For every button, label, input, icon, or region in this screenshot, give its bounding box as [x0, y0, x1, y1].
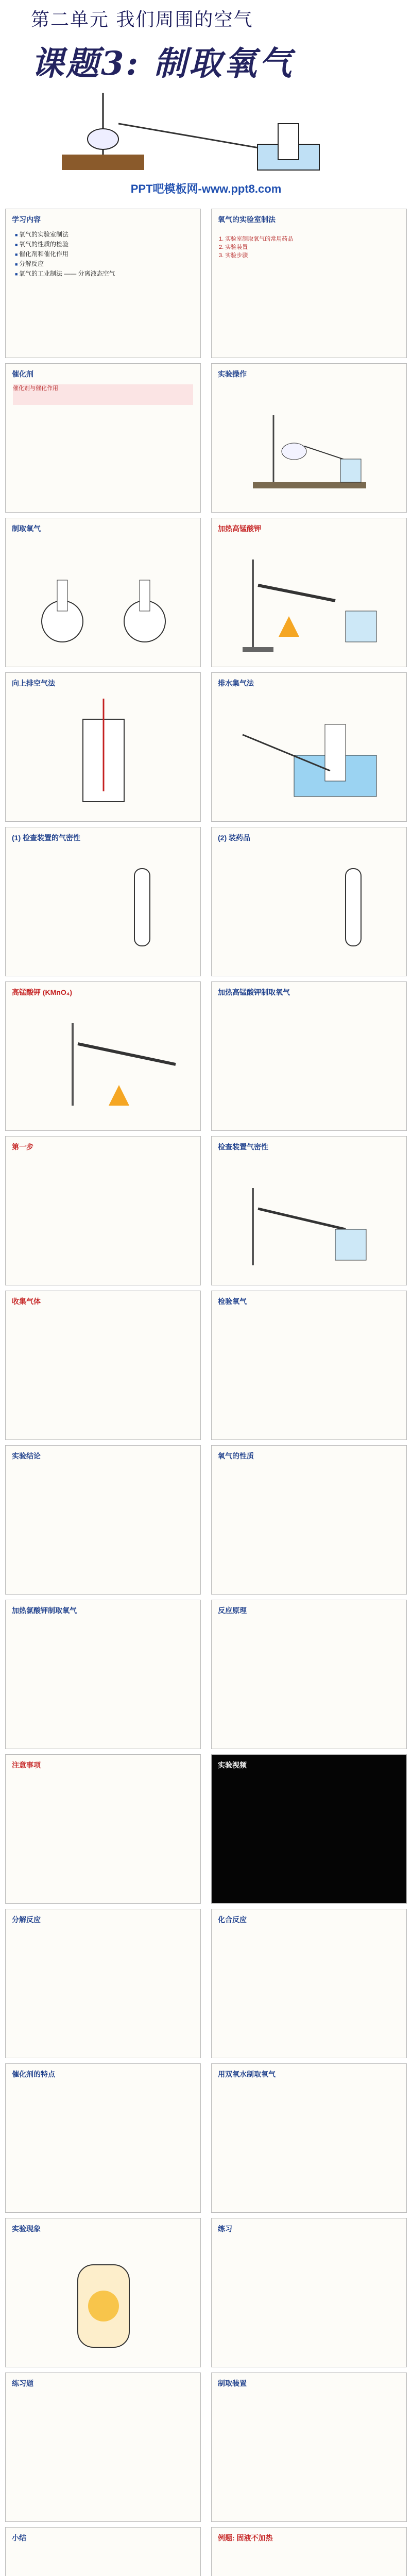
slide-step-one	[5, 1136, 201, 1285]
slide-heading: 催化剂的特点	[12, 2070, 55, 2078]
slide-heading: 反应原理	[218, 1606, 247, 1615]
slide-conclusion	[5, 1445, 201, 1595]
apparatus-diagram	[243, 395, 376, 498]
slide-make-oxygen	[5, 518, 201, 667]
slide-row-13	[0, 2061, 412, 2215]
slide-row-9	[0, 1443, 412, 1597]
slide-subheading: 催化剂与催化作用	[13, 384, 193, 405]
slide-row-15	[0, 2370, 412, 2524]
unit-title: 第二单元 我们周围的空气	[31, 9, 253, 30]
slide-notes	[5, 1754, 201, 1904]
slide-collect-gas	[5, 1291, 201, 1440]
slide-heading: 加热氯酸钾制取氧气	[12, 1606, 77, 1615]
slide-row-1	[0, 206, 412, 361]
slide-heading: 分解反应	[12, 1916, 41, 1924]
slide-heading: 向上排空气法	[12, 679, 55, 687]
slide-row-11	[0, 1752, 412, 1906]
slide-heading: 练习题	[12, 2379, 33, 2387]
slide-oxygen-property	[211, 1445, 407, 1595]
slide-heading: 注意事项	[12, 1761, 41, 1769]
list-item: ■ 氧气的性质的检验	[15, 240, 115, 249]
slide-heading: 练习	[218, 2225, 232, 2233]
slide-example-1	[211, 2527, 407, 2576]
slide-row-14	[0, 2215, 412, 2370]
slide-heading: 化合反应	[218, 1916, 247, 1924]
slide-body: 1. 实验室制取氧气的常用药品 2. 实验装置 3. 实验步骤	[219, 236, 294, 259]
slide-airtightness	[5, 827, 201, 976]
slide-exercise	[5, 2372, 201, 2522]
slide-heading: 检查装置气密性	[218, 1143, 268, 1151]
slide-kmno4-method	[211, 981, 407, 1131]
slide-decomposition	[5, 1909, 201, 2058]
test-tube-diagram	[325, 858, 402, 961]
water-trough-diagram	[232, 704, 387, 807]
slide-water-collection	[211, 672, 407, 822]
topic-title: 课题3: 制取氧气	[31, 44, 294, 83]
slide-heading: 第一步	[12, 1143, 33, 1151]
cover-url[interactable]: PPT吧模板网-www.ppt8.com	[130, 182, 282, 195]
slide-row-7	[0, 1133, 412, 1288]
slide-heading: 氧气的性质	[218, 1452, 254, 1460]
slide-h2o2	[211, 2063, 407, 2213]
slide-reaction	[211, 1600, 407, 1749]
slide-contents	[5, 209, 201, 358]
gas-collection-diagram	[37, 699, 170, 812]
list-item: ■ 氧气的工业制法 —— 分离液态空气	[15, 269, 115, 279]
slide-heading: (2) 装药品	[218, 834, 250, 842]
slide-summary	[5, 2527, 201, 2576]
slide-row-8	[0, 1288, 412, 1443]
slide-heading: 加热高锰酸钾制取氧气	[218, 988, 290, 996]
slide-heading: 实验操作	[218, 370, 247, 378]
slide-heading: 氧气的实验室制法	[218, 215, 276, 224]
slide-heading: 催化剂	[12, 370, 33, 378]
bottle-illustration	[37, 2244, 170, 2358]
slide-row-3	[0, 515, 412, 670]
heating-apparatus	[232, 544, 387, 657]
slide-load-reagent	[211, 827, 407, 976]
slide-combination	[211, 1909, 407, 2058]
slide-setup	[211, 2372, 407, 2522]
slide-heading: 制取氧气	[12, 524, 41, 533]
slide-test-oxygen	[211, 1291, 407, 1440]
list-item: ■ 催化剂和催化作用	[15, 249, 115, 259]
slide-row-4	[0, 670, 412, 824]
heating-diagram	[62, 1003, 196, 1121]
slide-row-5	[0, 824, 412, 979]
slide-heading: 实验结论	[12, 1452, 41, 1460]
slide-lab-method	[211, 209, 407, 358]
slide-heading: 实验现象	[12, 2225, 41, 2233]
slide-check-airtight	[211, 1136, 407, 1285]
slide-heading: 收集气体	[12, 1297, 41, 1306]
cover-apparatus-illustration	[52, 82, 360, 175]
list-item: ■ 氧气的实验室制法	[15, 230, 115, 240]
slide-row-16	[0, 2524, 412, 2576]
slide-kmno4	[5, 981, 201, 1131]
slide-heading: 实验视频	[218, 1761, 247, 1769]
slide-heading: 检验氧气	[218, 1297, 247, 1306]
slide-upward-air	[5, 672, 201, 822]
list-item: ■ 分解反应	[15, 259, 115, 269]
slide-heat-kmno4	[211, 518, 407, 667]
slide-practice	[211, 2218, 407, 2367]
slide-phenomena	[5, 2218, 201, 2367]
slide-row-12	[0, 1906, 412, 2061]
slide-catalyst-traits	[5, 2063, 201, 2213]
slide-heading: 学习内容	[12, 215, 41, 224]
test-tube-diagram	[109, 858, 186, 961]
slide-row-10	[0, 1597, 412, 1752]
slide-row-6	[0, 979, 412, 1133]
flask-illustration	[21, 549, 186, 652]
slide-heading: 例题: 固液不加热	[218, 2534, 273, 2542]
slide-heading: 排水集气法	[218, 679, 254, 687]
slide-heading: 加热高锰酸钾	[218, 524, 261, 533]
slide-heading: 高锰酸钾 (KMnO₄)	[12, 988, 73, 996]
slide-heading: 制取装置	[218, 2379, 247, 2387]
slide-heading: (1) 检查装置的气密性	[12, 834, 80, 842]
slide-video[interactable]	[211, 1754, 407, 1904]
slide-catalyst	[5, 363, 201, 513]
slide-apparatus	[211, 363, 407, 513]
slide-kclo3	[5, 1600, 201, 1749]
slide-heading: 用双氧水制取氧气	[218, 2070, 276, 2078]
apparatus-diagram	[243, 1167, 376, 1270]
slide-row-2	[0, 361, 412, 515]
slide-heading: 小结	[12, 2534, 26, 2542]
